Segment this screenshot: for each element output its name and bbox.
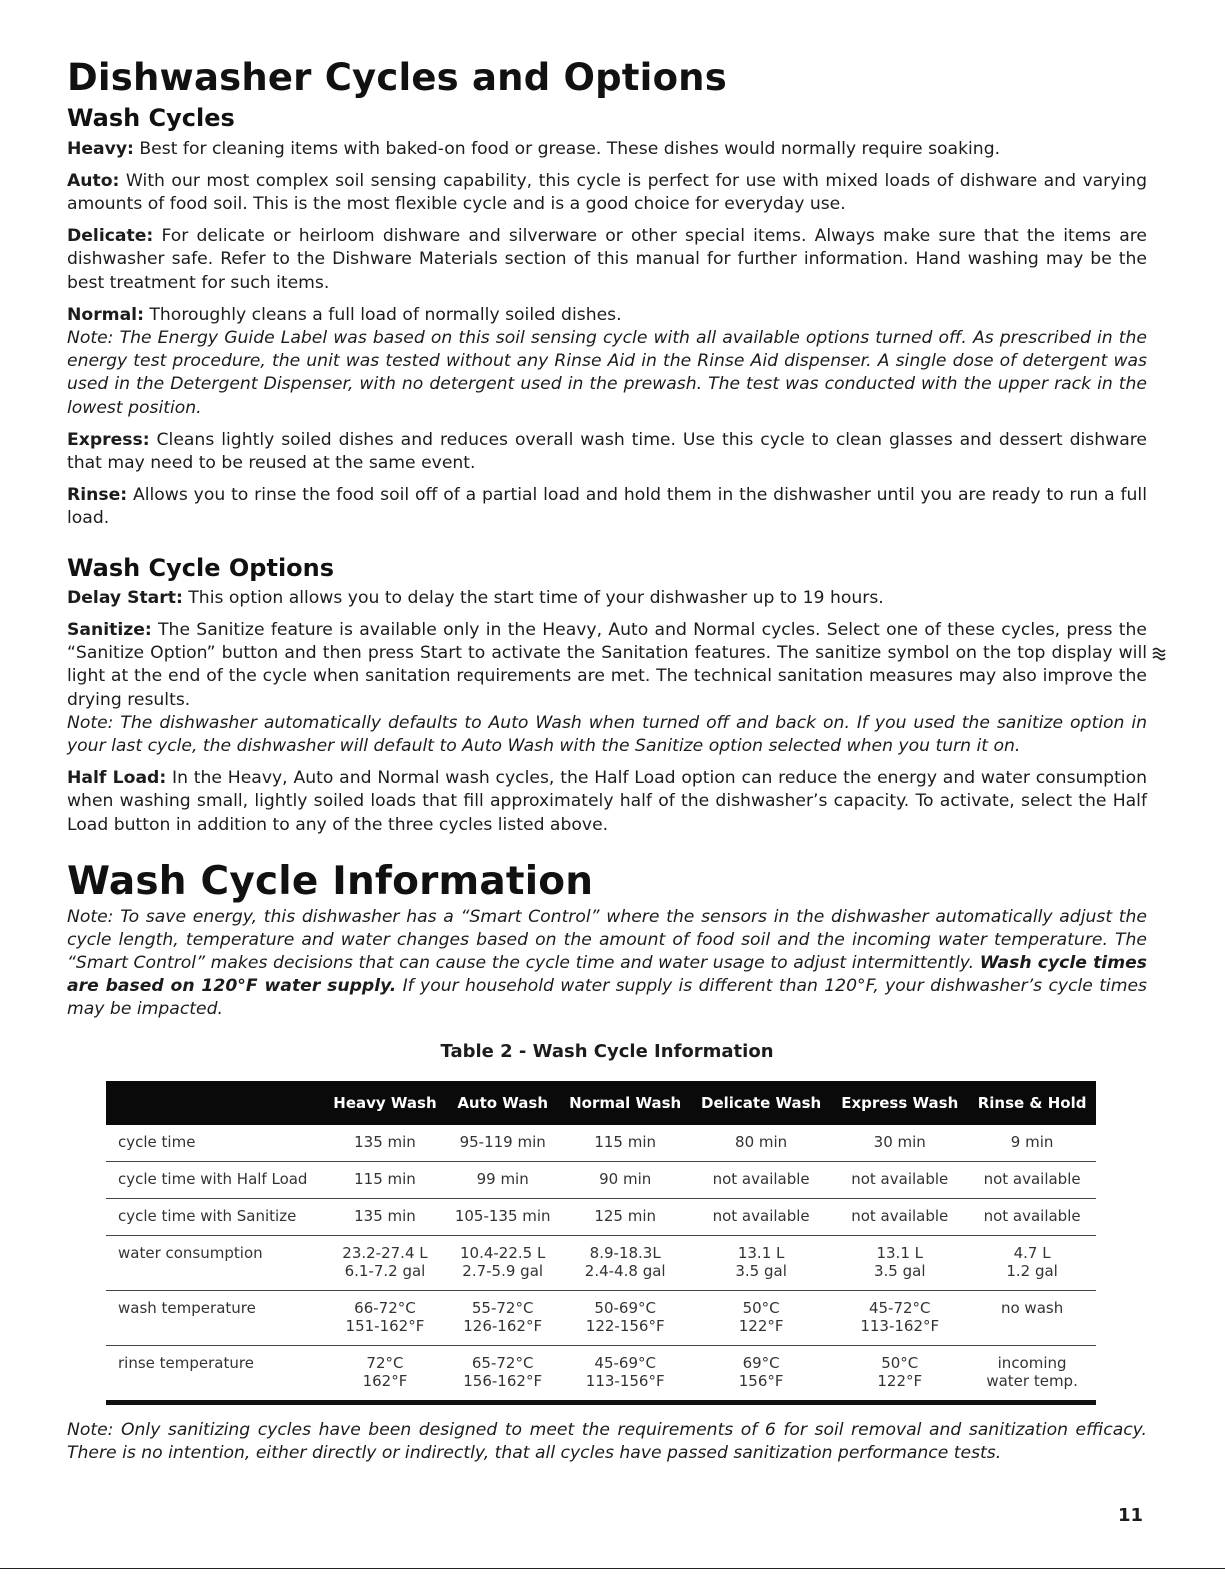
cycle-normal [67,304,1147,327]
cell-line: not available [712,1206,810,1225]
table-cell [831,1345,968,1402]
cell-line: 55-72°C [471,1298,534,1317]
note-emphasis: Wash cycle times are based on 120°F water supply. [67,953,1147,997]
table-cell [446,1345,560,1402]
table-cell [559,1161,690,1198]
cell-line: 1.2 gal [1006,1261,1058,1280]
table-cell [324,1161,446,1198]
cell-line: 156°F [738,1371,784,1390]
cell-line: 6.1-7.2 gal [344,1261,426,1280]
row-label: water consumption [106,1235,324,1290]
option-label: Sanitize: [67,620,152,641]
manual-page [67,56,1147,1465]
column-header: Rinse & Hold [968,1081,1096,1125]
table-cell [691,1161,831,1198]
cell-line: no wash [1000,1298,1064,1317]
cell-line: 122-156°F [585,1316,665,1335]
note-text: Note: To save energy, this dishwasher has a “Smart Control” where the sensors in the dishwasher automatically adjust the cycle length, temperature and water changes based on the amount of food soil and the incoming water temperature. The “Smart Control” makes decisions that can cause the cycle time and water usage to adjust intermittently. [67,906,1147,974]
cycle-description: Cleans lightly soiled dishes and reduces overall wash time. Use this cycle to clean glasses and dessert dishware that may need to be reused at the same event. [67,429,1147,474]
cell-line: 135 min [354,1132,416,1151]
sanitize-symbol-icon [1151,645,1167,668]
cycle-description: Best for cleaning items with baked-on food or grease. These dishes would normally require soaking. [133,138,1001,159]
table-cell [559,1290,690,1345]
cell-line: 125 min [594,1206,657,1225]
row-label: cycle time with Half Load [106,1161,324,1198]
table-cell [691,1290,831,1345]
option-description: The Sanitize feature is available only in the Heavy, Auto and Normal cycles. Select one of these cycles, press the “Sanitize Option” button and then press Start to activate the Sanitation features. The sanitize symbol on the top display will light at the end of the cycle when sanitation requirements are met. The technical sanitation measures may also improve the drying results. [67,620,1147,710]
cycle-description: Thoroughly cleans a full load of normally soiled dishes. [143,304,622,325]
table-cell [559,1198,690,1235]
cycle-delicate [67,225,1147,295]
table-cell [324,1345,446,1402]
cell-line: 151-162°F [345,1316,425,1335]
cell-line: not available [851,1169,949,1188]
wash-cycle-information-heading: Wash Cycle Information [67,858,594,904]
cell-line: not available [983,1206,1081,1225]
column-header: Auto Wash [446,1081,560,1125]
table-cell [324,1125,446,1162]
table-cell [831,1125,968,1162]
cell-line: 122°F [877,1371,923,1390]
cell-line: 135 min [354,1206,416,1225]
wash-cycles-heading: Wash Cycles [67,104,235,133]
table-cell [324,1235,446,1290]
table-cell [559,1235,690,1290]
cell-line: 113-162°F [860,1316,940,1335]
cell-line: 66-72°C [354,1298,416,1317]
page-number: 11 [1118,1505,1144,1526]
table-cell [968,1198,1096,1235]
cell-line: 80 min [735,1132,788,1151]
cell-line: not available [851,1206,949,1225]
cell-line: 122°F [738,1316,784,1335]
cell-line: 65-72°C [471,1353,534,1372]
column-header: Delicate Wash [691,1081,831,1125]
cell-line: 4.7 L [1013,1243,1051,1262]
column-header: Heavy Wash [324,1081,446,1125]
table-cell [831,1161,968,1198]
table-row [106,1345,1096,1402]
table-caption: Table 2 - Wash Cycle Information [440,1040,774,1062]
cell-line: 3.5 gal [735,1261,787,1280]
sanitize-note: Note: The dishwasher automatically defaults to Auto Wash when turned off and back on. If you used the sanitize option in your last cycle, the dishwasher will default to Auto Wash with the Sanitize option selected when you turn it on. [67,712,1147,757]
smart-control-note [67,906,1147,1022]
table-cell [968,1235,1096,1290]
row-label: rinse temperature [106,1345,324,1402]
cell-line: 2.4-4.8 gal [584,1261,666,1280]
cell-line: 45-72°C [868,1298,931,1317]
table-cell [968,1125,1096,1162]
cell-line: 69°C [742,1353,780,1372]
table-cell [691,1235,831,1290]
column-header: Express Wash [831,1081,968,1125]
option-description: This option allows you to delay the start time of your dishwasher up to 19 hours. [182,587,884,608]
cell-line: 9 min [1010,1132,1054,1151]
table-cell [691,1125,831,1162]
cycle-express [67,429,1147,475]
table-cell [446,1290,560,1345]
cell-line: 156-162°F [463,1371,543,1390]
table-cell [446,1198,560,1235]
column-header: Normal Wash [559,1081,690,1125]
table-row [106,1161,1096,1198]
table-cell [559,1125,690,1162]
cell-line: 95-119 min [459,1132,546,1151]
table-cell [691,1345,831,1402]
option-delay-start [67,587,1147,610]
cycle-label: Auto: [67,170,120,191]
table-cell [831,1198,968,1235]
table-row [106,1198,1096,1235]
cell-line: 113-156°F [585,1371,665,1390]
cell-line: 3.5 gal [873,1261,926,1280]
table-cell [831,1235,968,1290]
bottom-rule [0,1568,1225,1569]
cell-line: not available [712,1169,810,1188]
cycle-description: Allows you to rinse the food soil off of a partial load and hold them in the dishwasher until you are ready to run a full load. [67,485,1147,529]
table-cell [691,1198,831,1235]
cycle-description: For delicate or heirloom dishware and silverware or other special items. Always make sure that the items are dishwasher safe. Refer to the Dishware Materials section of this manual for further information. Hand washing may be the best treatment for such items. [67,226,1147,293]
cell-line: 126-162°F [463,1316,543,1335]
option-half-load [67,767,1147,837]
cell-line: 105-135 min [454,1206,551,1225]
cycle-label: Express: [67,429,150,450]
cycle-heavy [67,138,1147,161]
cell-line: 115 min [354,1169,416,1188]
cycle-label: Rinse: [67,485,128,506]
wash-cycle-table [106,1081,1096,1405]
energy-guide-note: Note: The Energy Guide Label was based on this soil sensing cycle with all available options turned off. As prescribed in the energy test procedure, the unit was tested without any Rinse Aid in the Rinse Aid dispenser. A single dose of detergent was used in the Detergent Dispenser, with no detergent used in the prewash. The test was conducted with the upper rack in the lowest position. [67,328,1147,418]
table-row [106,1290,1096,1345]
cell-line: 50-69°C [594,1298,656,1317]
cell-line: 30 min [873,1132,926,1151]
cell-line: 8.9-18.3L [589,1243,661,1262]
table-cell [559,1345,690,1402]
table-cell [968,1345,1096,1402]
option-label: Half Load: [67,768,167,789]
cell-line: 13.1 L [876,1243,923,1262]
table-cell [324,1290,446,1345]
cycle-label: Heavy: [67,138,134,159]
cell-line: 13.1 L [737,1243,785,1262]
table-row [106,1125,1096,1162]
cell-line: 90 min [599,1169,652,1188]
cell-line: 115 min [594,1132,657,1151]
cell-line: not available [983,1169,1081,1188]
row-label: wash temperature [106,1290,324,1345]
row-label: cycle time [106,1125,324,1162]
table-cell [831,1290,968,1345]
cell-line: 50°C [881,1353,919,1372]
table-cell [446,1125,560,1162]
cell-line: water temp. [986,1371,1078,1390]
cell-line: 10.4-22.5 L [460,1243,546,1262]
table-header-row [106,1081,1096,1125]
cell-line: 2.7-5.9 gal [462,1261,544,1280]
cycle-rinse [67,484,1147,530]
row-label: cycle time with Sanitize [106,1198,324,1235]
table-cell [446,1161,560,1198]
cycle-auto [67,170,1147,216]
cell-line: 99 min [476,1169,529,1188]
cell-line: incoming [997,1353,1067,1372]
cell-line: 50°C [742,1298,780,1317]
cell-line: 23.2-27.4 L [342,1243,428,1262]
table-cell [968,1290,1096,1345]
cell-line: 72°C [366,1353,404,1372]
table-cell [324,1198,446,1235]
wash-cycle-options-heading: Wash Cycle Options [67,553,335,582]
table-cell [446,1235,560,1290]
page-title: Dishwasher Cycles and Options [67,56,727,99]
table-header-blank [106,1081,324,1125]
option-description: In the Heavy, Auto and Normal wash cycles, the Half Load option can reduce the energy and water consumption when washing small, lightly soiled loads that fill approximately half of the dishwasher’s capacity. To activate, select the Half Load button in addition to any of the three cycles listed above. [67,768,1147,835]
table-cell [968,1161,1096,1198]
sanitization-note: Note: Only sanitizing cycles have been designed to meet the requirements of 6 for soil removal and sanitization efficacy. There is no intention, either directly or indirectly, that all cycles have passed sanitization performance tests. [67,1419,1147,1463]
note-text: If your household water supply is different than 120°F, your dishwasher’s cycle times may be impacted. [67,976,1147,1020]
cycle-label: Normal: [67,304,144,325]
cycle-description: With our most complex soil sensing capability, this cycle is perfect for use with mixed loads of dishware and varying amounts of food soil. This is the most flexible cycle and is a good choice for everyday use. [67,170,1147,214]
cell-line: 45-69°C [594,1353,656,1372]
cell-line: 162°F [362,1371,408,1390]
cycle-label: Delicate: [67,226,154,247]
option-sanitize [67,619,1147,712]
table-row [106,1235,1096,1290]
option-label: Delay Start: [67,587,183,608]
